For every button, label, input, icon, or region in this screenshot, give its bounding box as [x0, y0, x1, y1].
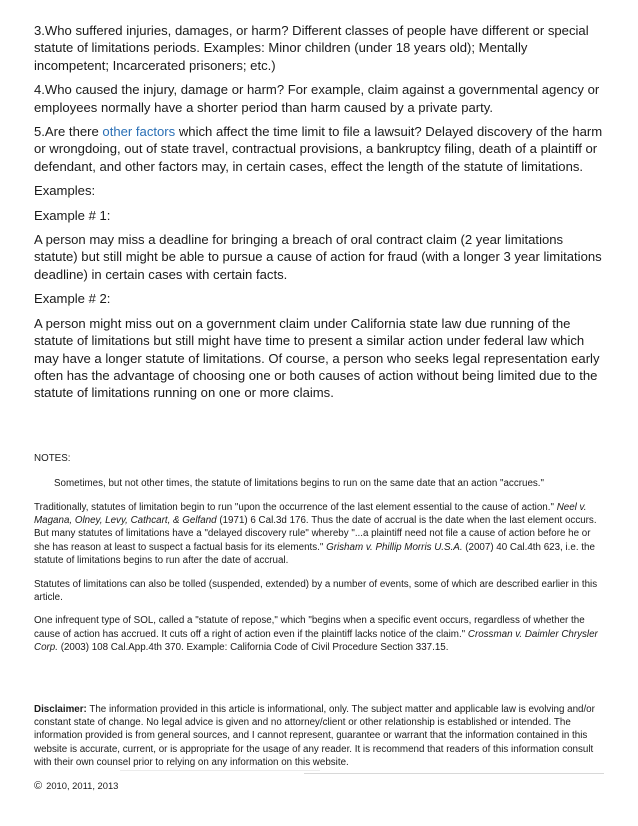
paragraph-q4: 4.Who caused the injury, damage or harm? For example, claim against a governmental agency or employees normally have a shorter period than harm caused by a private party.	[34, 82, 600, 115]
examples-heading: Examples:	[34, 183, 96, 199]
note-3: Statutes of limitations can also be tolled (suspended, extended) by a number of events, some of which are described earlier in this article.	[34, 578, 598, 603]
footer-rule	[304, 773, 604, 774]
note-2-part-a: Traditionally, statutes of limitation begin to run "upon the occurrence of the last element essential to the cause of action."	[34, 501, 557, 513]
copyright-years: 2010, 2011, 2013	[46, 780, 119, 792]
case-grisham: Grisham v. Phillip Morris U.S.A.	[326, 541, 463, 553]
disclaimer-text: The information provided in this article is informational, only. The subject matter and applicable law is evolving and/or constant state of change. No legal advice is given and no attorney/client or other relationship is established or intended. The information provided is from general sources, and I cannot represent, guarantee or warrant that the information contained in this website is accurate, current, or is appropriate for the usage of any reader. It is recommend that readers of this information consult with their own counsel prior to relying on any information on this website.	[34, 703, 595, 769]
copyright-icon: ©	[34, 779, 43, 792]
disclaimer-label: Disclaimer:	[34, 703, 87, 715]
note-4	[34, 614, 606, 654]
copyright	[34, 780, 606, 792]
note-4-part-b: (2003) 108 Cal.App.4th 370. Example: California Code of Civil Procedure Section 337.15.	[57, 642, 449, 654]
footer-faint-rule	[120, 770, 320, 771]
paragraph-q5	[34, 123, 606, 175]
example2-text: A person might miss out on a government claim under California state law due running of the statute of limitations but still might have time to present a similar action under federal law which may have a longer statute of limitations. Of course, a person who seeks legal representation early often has the advantage of choosing one or both causes of action without being limited due to the statute of limitations running on one or more claims.	[34, 315, 600, 401]
note-4-part-a: One infrequent type of SOL, called a "statute of repose," which "begins when a specific event occurs, regardless of whether the cause of action has accrued. It cuts off a right of action even if the plaintiff lacks notice of the claim."	[34, 615, 585, 640]
note-1: Sometimes, but not other times, the statute of limitations begins to run on the same date that an action "accrues."	[54, 478, 544, 490]
case-crossman: Crossman v. Daimler Chrysler Corp.	[34, 628, 598, 654]
q5-suffix: which affect the time limit to file a lawsuit? Delayed discovery of the harm or wrongdoing, out of state travel, contractual provisions, a bankruptcy filing, death of a plaintiff or defendant, and other factors may, in certain cases, effect the length of the statute of limitations.	[34, 124, 603, 174]
other-factors-link[interactable]: other factors	[102, 124, 176, 140]
notes-label: NOTES:	[34, 452, 71, 464]
example2-heading: Example # 2:	[34, 291, 111, 307]
example1-text: A person may miss a deadline for bringing a breach of oral contract claim (2 year limitations statute) but still might be able to pursue a cause of action for fraud (with a longer 3 year limitations deadline) in certain cases with certain facts.	[34, 232, 602, 282]
disclaimer	[34, 703, 606, 770]
example1-heading: Example # 1:	[34, 207, 111, 223]
q5-prefix: 5.Are there	[34, 124, 103, 140]
note-2-part-b: (1971) 6 Cal.3d 176. Thus the date of accrual is the date when the last element occurs. But many statutes of limitations have a "delayed discovery rule" whereby "...a plaintiff need not file a cause of action before he or she has reason at least to suspect a factual basis for its elements."	[34, 514, 597, 553]
case-neel-v-magana: Neel v. Magana, Olney, Levy, Cathcart, & Gelfand	[34, 501, 587, 526]
paragraph-q3: 3.Who suffered injuries, damages, or harm? Different classes of people have different or special statute of limitations periods. Examples: Minor children (under 18 years old); Mentally incompetent; Incarcerated prisoners; etc.)	[34, 23, 589, 73]
note-2-part-c: (2007) 40 Cal.4th 623, i.e. the statute of limitations begins to run after the date of accrual.	[34, 541, 595, 567]
note-2	[34, 501, 606, 568]
